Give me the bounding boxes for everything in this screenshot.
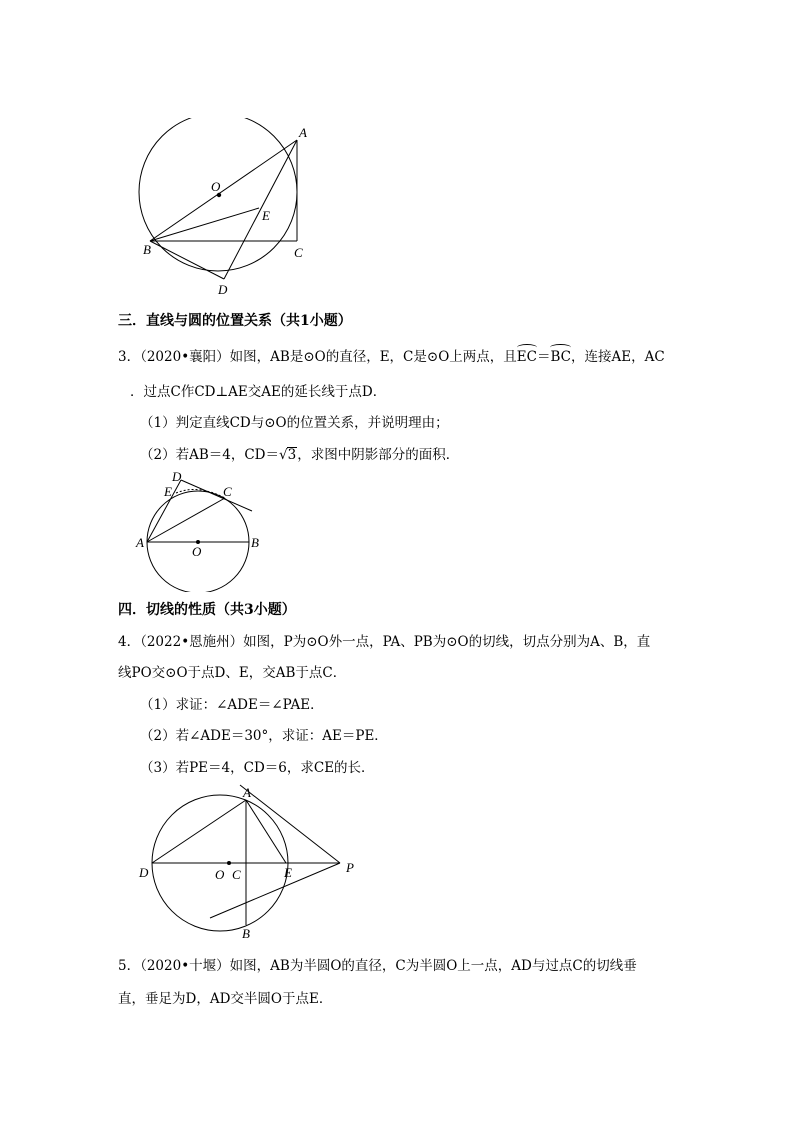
sqrt-radicand: 3 (287, 447, 297, 463)
label-c-fig4: C (232, 867, 241, 882)
label-d: D (218, 282, 228, 297)
problem-4-sub-1: （1）求证：∠ADE＝∠PAE． (140, 697, 324, 713)
segment-ba (150, 140, 297, 241)
problem-4-line-1: 4．（2022•恩施州）如图，P为⊙O外一点，PA、PB为⊙O的切线，切点分别为A、B，直 (118, 634, 651, 650)
problem-4-line-2: 线PO交⊙O于点D、E，交AB于点C． (118, 665, 347, 681)
section-4-heading: 四．切线的性质（共3小题） (118, 602, 296, 618)
label-d-fig4: D (139, 865, 149, 880)
problem-3-sub-1: （1）判定直线CD与⊙O的位置关系，并说明理由； (140, 415, 449, 431)
label-a: A (299, 125, 307, 140)
arc-ec: EC (516, 349, 537, 365)
label-c: C (294, 245, 303, 260)
figure-1-circle-diagram (130, 118, 330, 298)
problem-3-text-b: ，连接AE，AC (570, 349, 665, 365)
problem-4-sub-3: （3）若PE＝4，CD＝6，求CE的长． (140, 760, 375, 776)
label-e-fig3: E (164, 484, 172, 499)
figure-3-circle-tangent-diagram (130, 466, 290, 592)
section-3-heading: 三．直线与圆的位置关系（共1小题） (118, 313, 352, 329)
problem-3-sub-2-text-a: （2）若AB＝4，CD＝ (140, 447, 280, 463)
label-o: O (211, 179, 221, 194)
tangent-pb (210, 863, 340, 918)
arc-bc: BC (550, 349, 571, 365)
problem-5-line-2: 直，垂足为D，AD交半圆O于点E． (118, 991, 333, 1007)
problem-4-sub-2: （2）若∠ADE＝30°，求证：AE＝PE． (140, 728, 388, 744)
segment-be (150, 208, 259, 241)
label-p-fig4: P (346, 860, 354, 875)
equals-sign: ＝ (536, 349, 551, 365)
problem-3-text-a: 3．（2020•襄阳）如图，AB是⊙O的直径，E，C是⊙O上两点，且 (118, 349, 517, 365)
label-d-fig3: D (172, 469, 182, 484)
label-a-fig4: A (243, 785, 251, 800)
label-o-fig4: O (215, 867, 225, 882)
tangent-pa (240, 785, 340, 863)
center-point-o-fig4 (227, 861, 231, 865)
label-a-fig3: A (136, 535, 144, 550)
problem-3-line-1 (118, 348, 665, 366)
label-b-fig3: B (251, 535, 259, 550)
label-c-fig3: C (223, 484, 232, 499)
problem-3-sub-2-text-b: ，求图中阴影部分的面积． (297, 447, 460, 463)
label-e-fig4: E (284, 865, 292, 880)
figure-4-tangent-lines-diagram (130, 780, 370, 945)
label-o-fig3: O (192, 544, 202, 559)
problem-3-line-2: ．过点C作CD⊥AE交AE的延长线于点D． (130, 384, 387, 400)
segment-ad (152, 800, 246, 863)
tangent-line-dc (181, 480, 252, 511)
segment-bd (150, 241, 224, 279)
problem-5-line-1: 5．（2020•十堰）如图，AB为半圆O的直径，C为半圆O上一点，AD与过点C的切线垂 (118, 958, 637, 974)
label-b: B (143, 242, 151, 257)
problem-3-sub-2 (140, 446, 459, 464)
label-e: E (262, 208, 270, 223)
sqrt-symbol: √ (279, 447, 288, 463)
label-b-fig4: B (242, 926, 250, 941)
